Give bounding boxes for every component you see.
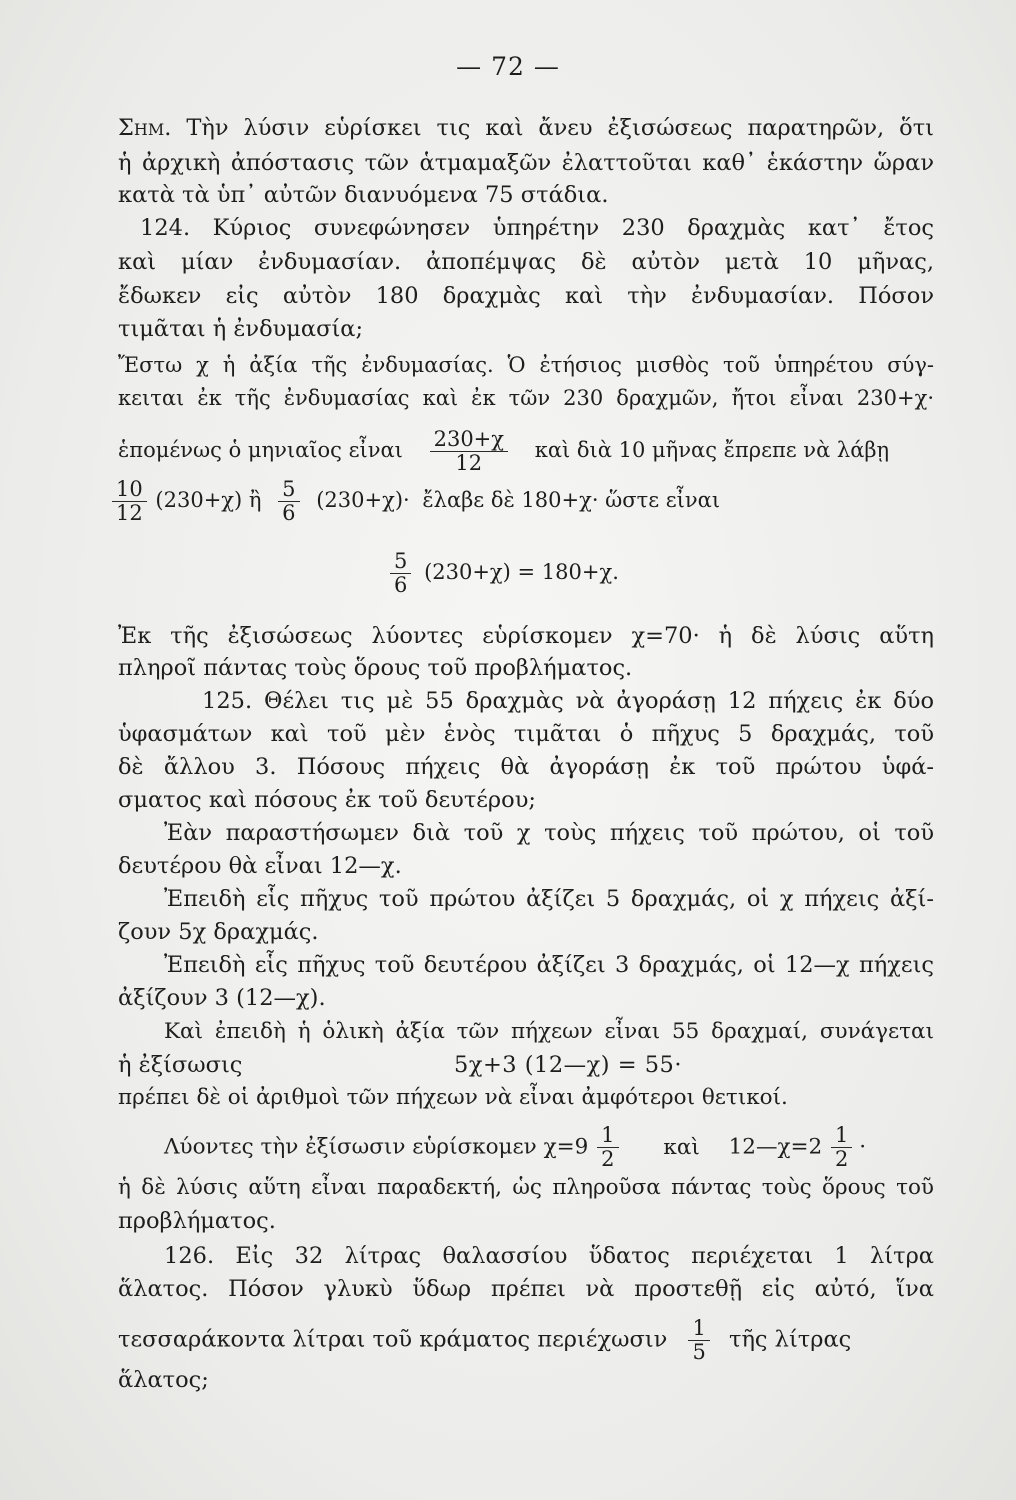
solution-124-line-1: Ἔστω χ ἡ ἀξία τῆς ἐνδυμασίας. Ὁ ἐτήσιος μισθὸς τοῦ ὑπηρέτου σύγ- — [118, 353, 934, 377]
solution-125-line-5: Ἐπειδὴ εἷς πῆχυς τοῦ δευτέρου ἀξίζει 3 δραχμάς, οἱ 12—χ πήχεις — [164, 952, 934, 978]
monthly-text: ἑπομένως ὁ μηνιαῖος εἶναι — [118, 438, 403, 462]
problem-125-line-2: ὑφασμάτων καὶ τοῦ μὲν ἑνὸς τιμᾶται ὁ πῆχυς 5 δραχμάς, τοῦ — [118, 721, 934, 747]
problem-126-line-2: ἅλατος. Πόσον γλυκὺ ὕδωρ πρέπει νὰ προστεθῇ εἰς αὐτό, ἵνα — [118, 1276, 934, 1302]
fraction-numerator: 230+χ — [430, 428, 508, 452]
ten-months-text: καὶ διὰ 10 μῆνας ἔπρεπε νὰ λάβῃ — [534, 438, 890, 462]
received-text: ἔλαβε δὲ 180+χ· ὥστε εἶναι — [422, 488, 721, 512]
fraction-ten-twelfths — [112, 478, 147, 525]
result-text: Λύοντες τὴν ἐξίσωσιν εὑρίσκομεν χ=9 — [164, 1134, 589, 1160]
note-line-2: ἡ ἀρχικὴ ἀπόστασις τῶν ἁτμαμαξῶν ἐλαττοῦται καθ᾽ ἑκάστην ὥραν — [118, 150, 934, 176]
fraction-denominator: 12 — [455, 451, 483, 475]
fraction-one-half — [831, 1124, 852, 1171]
equation-125: 5χ+3 (12—χ) = 55· — [454, 1052, 683, 1078]
fraction-five-sixths — [278, 478, 299, 525]
page-number: — 72 — — [456, 52, 560, 81]
result-second: 12—χ=2 — [728, 1134, 823, 1160]
fraction-denominator: 2 — [835, 1147, 849, 1171]
problem-124-line-3: ἔδωκεν εἰς αὐτὸν 180 δραχμὰς καὶ τὴν ἐνδυμασίαν. Πόσον — [118, 283, 934, 309]
note-line-1 — [118, 112, 934, 144]
problem-126-line-4: ἅλατος; — [118, 1367, 209, 1393]
problem-124-line-1: 124. Κύριος συνεφώνησεν ὑπηρέτην 230 δραχμὰς κατ᾽ ἔτος — [140, 215, 934, 241]
expr-part-1: (230+χ) ἢ — [155, 488, 262, 512]
note-text: Τὴν λύσιν εὑρίσκει τις καὶ ἄνευ ἐξισώσεως παρατηρῶν, ὅτι — [171, 115, 934, 141]
solution-125-line-2: δευτέρου θὰ εἶναι 12—χ. — [118, 853, 402, 879]
problem-125-line-1: 125. Θέλει τις μὲ 55 δραχμὰς νὰ ἀγοράσῃ 12 πήχεις ἐκ δύο — [202, 688, 934, 714]
solution-124-line-5: Ἐκ τῆς ἐξισώσεως λύοντες εὑρίσκομεν χ=70· ἡ δὲ λύσις αὕτη — [118, 623, 934, 649]
solution-125-line-6: ἀξίζουν 3 (12—χ). — [118, 985, 326, 1011]
fraction-numerator: 1 — [688, 1317, 709, 1341]
fraction-numerator: 1 — [831, 1124, 852, 1148]
fraction-numerator: 1 — [597, 1124, 618, 1148]
fraction-numerator: 10 — [112, 478, 147, 502]
fraction-denominator: 12 — [116, 501, 143, 525]
and-text: καὶ — [663, 1134, 700, 1160]
fraction-five-sixths — [390, 550, 411, 597]
fraction-numerator: 5 — [278, 478, 299, 502]
equation-label: ἡ ἐξίσωσις — [118, 1052, 243, 1078]
equation-125-line — [118, 1049, 934, 1081]
expr-part-2: (230+χ)· — [316, 488, 410, 512]
note-line-3: κατὰ τὰ ὑπ᾽ αὐτῶν διανυόμενα 75 στάδια. — [118, 182, 609, 208]
problem-124-line-2: καὶ μίαν ἐνδυμασίαν. ἀποπέμψας δὲ αὐτὸν μετὰ 10 μῆνας, — [118, 249, 934, 275]
solution-125-line-9: ἡ δὲ λύσις αὕτη εἶναι παραδεκτή, ὡς πληροῦσα πάντας τοὺς ὅρους τοῦ — [118, 1175, 934, 1200]
solution-125-line-10: προβλήματος. — [118, 1208, 276, 1234]
fraction-one-fifth — [688, 1317, 709, 1364]
problem-126-line-3 — [118, 1317, 934, 1364]
note-label: Σημ. — [118, 115, 172, 141]
fraction-denominator: 6 — [394, 573, 408, 597]
solution-125-result — [164, 1124, 944, 1171]
problem-125-line-4: σματος καὶ πόσους ἐκ τοῦ δευτέρου; — [118, 787, 536, 813]
problem-126-line-1: 126. Εἰς 32 λίτρας θαλασσίου ὕδατος περιέχεται 1 λίτρα — [164, 1243, 934, 1269]
solution-124-line-2: κειται ἐκ τῆς ἐνδυμασίας καὶ ἐκ τῶν 230 δραχμῶν, ἤτοι εἶναι 230+χ· — [118, 386, 934, 410]
problem-126-text: τεσσαράκοντα λίτραι τοῦ κράματος περιέχωσιν — [118, 1326, 668, 1353]
equation-text: (230+χ) = 180+χ. — [424, 560, 619, 584]
solution-124-line-3 — [118, 428, 934, 475]
problem-124-line-4: τιμᾶται ἡ ἐνδυμασία; — [118, 316, 364, 342]
fraction-monthly — [430, 428, 508, 475]
solution-125-line-3: Ἐπειδὴ εἷς πῆχυς τοῦ πρώτου ἀξίζει 5 δραχμάς, οἱ χ πήχεις ἀξί- — [164, 886, 934, 912]
solution-125-line-1: Ἐὰν παραστήσωμεν διὰ τοῦ χ τοὺς πήχεις τοῦ πρώτου, οἱ τοῦ — [164, 820, 934, 846]
solution-125-line-7: Καὶ ἐπειδὴ ἡ ὁλικὴ ἀξία τῶν πήχεων εἶναι 55 δραχμαί, συνάγεται — [164, 1019, 934, 1044]
problem-126-tail: τῆς λίτρας — [729, 1326, 852, 1353]
solution-125-line-4: ζουν 5χ δραχμάς. — [118, 919, 319, 945]
problem-125-line-3: δὲ ἄλλου 3. Πόσους πήχεις θὰ ἀγοράσῃ ἐκ τοῦ πρώτου ὑφά- — [118, 754, 934, 780]
result-end: · — [859, 1134, 867, 1160]
fraction-numerator: 5 — [390, 550, 411, 574]
fraction-denominator: 5 — [692, 1340, 706, 1364]
fraction-denominator: 6 — [282, 501, 296, 525]
fraction-denominator: 2 — [601, 1147, 615, 1171]
solution-124-line-6: πληροῖ πάντας τοὺς ὅρους τοῦ προβλήματος. — [118, 655, 633, 681]
solution-125-line-8: πρέπει δὲ οἱ ἀριθμοὶ τῶν πήχεων νὰ εἶναι ἀμφότεροι θετικοί. — [118, 1085, 788, 1110]
solution-124-line-4 — [112, 478, 928, 525]
fraction-one-half — [597, 1124, 618, 1171]
equation-124 — [390, 550, 790, 597]
